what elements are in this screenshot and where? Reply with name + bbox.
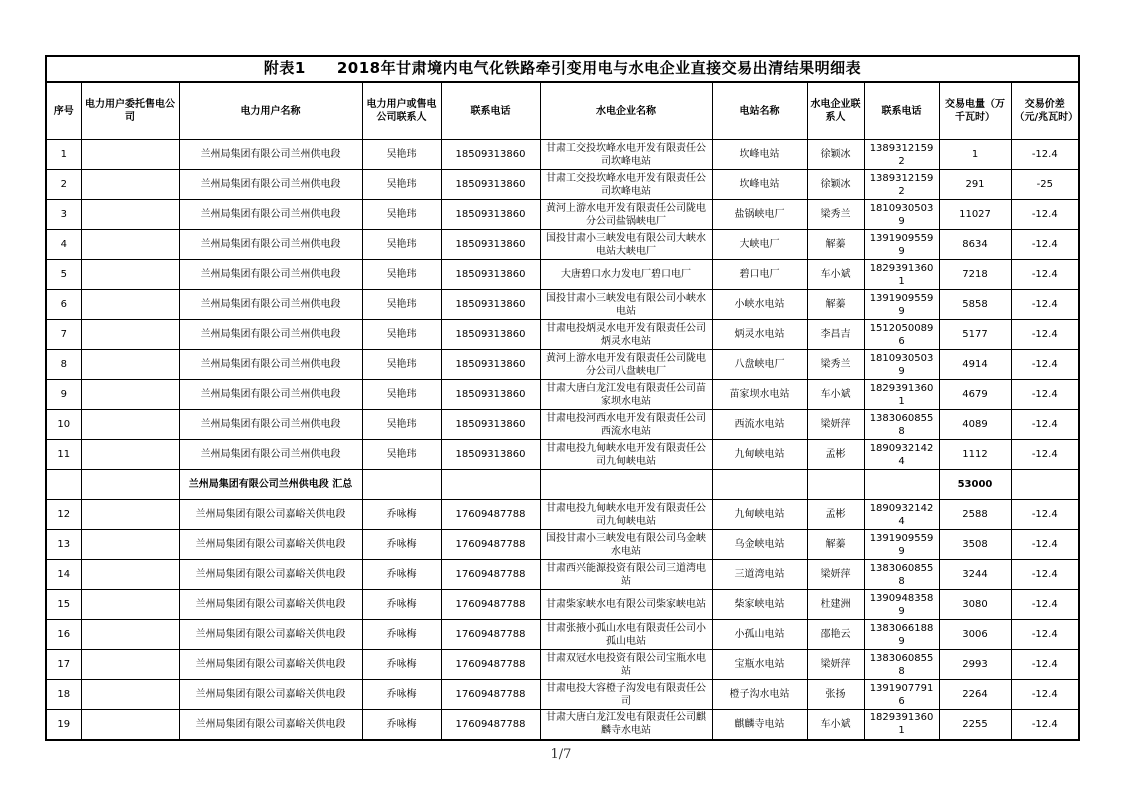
hydro-phone-cell: 13893121592: [864, 140, 939, 170]
table-row: [46, 500, 1079, 530]
hydro-name-cell: 黄河上游水电开发有限责任公司陇电分公司八盘峡电厂: [540, 350, 712, 380]
user-phone-cell: 18509313860: [441, 320, 540, 350]
user-contact-cell: 吴艳玮: [362, 140, 441, 170]
user-phone-cell: [441, 470, 540, 500]
hydro-phone-cell: 18293913601: [864, 380, 939, 410]
volume-cell: 5177: [939, 320, 1011, 350]
hydro-name-cell: 甘肃大唐白龙江发电有限责任公司苗家坝水电站: [540, 380, 712, 410]
hydro-contact-cell: 梁秀兰: [807, 200, 864, 230]
hydro-contact-cell: 张扬: [807, 680, 864, 710]
document-page: [45, 55, 1080, 741]
volume-cell: 1: [939, 140, 1011, 170]
sale-company-cell: [81, 530, 179, 560]
sale-company-cell: [81, 170, 179, 200]
hydro-phone-cell: 13830608558: [864, 650, 939, 680]
user-name-cell: 兰州局集团有限公司嘉峪关供电段: [179, 620, 362, 650]
user-contact-cell: 吴艳玮: [362, 440, 441, 470]
user-name-cell: 兰州局集团有限公司兰州供电段: [179, 170, 362, 200]
sale-company-cell: [81, 590, 179, 620]
station-name-cell: 麒麟寺电站: [712, 710, 807, 740]
seq-cell: 10: [46, 410, 81, 440]
user-contact-cell: 吴艳玮: [362, 260, 441, 290]
sale-company-cell: [81, 470, 179, 500]
hydro-phone-cell: 13893121592: [864, 170, 939, 200]
user-name-cell: 兰州局集团有限公司兰州供电段: [179, 140, 362, 170]
hydro-phone-cell: 18293913601: [864, 710, 939, 740]
user-name-cell: 兰州局集团有限公司兰州供电段: [179, 290, 362, 320]
column-header-user-contact: 电力用户或售电公司联系人: [362, 82, 441, 140]
seq-cell: 3: [46, 200, 81, 230]
hydro-phone-cell: 13919077916: [864, 680, 939, 710]
price-cell: -12.4: [1011, 140, 1079, 170]
user-name-cell: 兰州局集团有限公司嘉峪关供电段: [179, 590, 362, 620]
table-row: [46, 230, 1079, 260]
hydro-name-cell: 甘肃电投九甸峡水电开发有限责任公司九甸峡电站: [540, 500, 712, 530]
table-row: [46, 410, 1079, 440]
user-phone-cell: 17609487788: [441, 500, 540, 530]
table-row: [46, 200, 1079, 230]
user-contact-cell: 吴艳玮: [362, 380, 441, 410]
table-row: [46, 650, 1079, 680]
user-name-cell: 兰州局集团有限公司兰州供电段: [179, 380, 362, 410]
sale-company-cell: [81, 140, 179, 170]
seq-cell: 1: [46, 140, 81, 170]
hydro-name-cell: 甘肃工交投坎峰水电开发有限责任公司坎峰电站: [540, 170, 712, 200]
hydro-phone-cell: 13919095599: [864, 530, 939, 560]
user-name-cell: 兰州局集团有限公司兰州供电段: [179, 410, 362, 440]
seq-cell: 6: [46, 290, 81, 320]
user-contact-cell: 吴艳玮: [362, 230, 441, 260]
table-row: [46, 440, 1079, 470]
user-contact-cell: 乔咏梅: [362, 560, 441, 590]
price-cell: -12.4: [1011, 500, 1079, 530]
user-name-cell: 兰州局集团有限公司嘉峪关供电段: [179, 560, 362, 590]
volume-cell: 4089: [939, 410, 1011, 440]
sale-company-cell: [81, 380, 179, 410]
volume-cell: 8634: [939, 230, 1011, 260]
user-name-cell: 兰州局集团有限公司兰州供电段: [179, 200, 362, 230]
seq-cell: 8: [46, 350, 81, 380]
user-phone-cell: 18509313860: [441, 290, 540, 320]
table-row: [46, 680, 1079, 710]
table-row: [46, 620, 1079, 650]
hydro-name-cell: 黄河上游水电开发有限责任公司陇电分公司盐锅峡电厂: [540, 200, 712, 230]
seq-cell: 19: [46, 710, 81, 740]
hydro-name-cell: 甘肃电投炳灵水电开发有限责任公司炳灵水电站: [540, 320, 712, 350]
user-phone-cell: 17609487788: [441, 560, 540, 590]
table-row: [46, 290, 1079, 320]
hydro-phone-cell: [864, 470, 939, 500]
hydro-contact-cell: 梁妍萍: [807, 650, 864, 680]
hydro-contact-cell: 解蓁: [807, 290, 864, 320]
sale-company-cell: [81, 200, 179, 230]
sale-company-cell: [81, 710, 179, 740]
station-name-cell: 九甸峡电站: [712, 500, 807, 530]
hydro-name-cell: 国投甘肃小三峡发电有限公司小峡水电站: [540, 290, 712, 320]
table-row: [46, 590, 1079, 620]
user-phone-cell: 17609487788: [441, 710, 540, 740]
column-header-hydro-phone: 联系电话: [864, 82, 939, 140]
column-header-station-name: 电站名称: [712, 82, 807, 140]
price-cell: [1011, 470, 1079, 500]
title-row: [46, 56, 1079, 82]
seq-cell: 11: [46, 440, 81, 470]
column-header-sale-company: 电力用户委托售电公司: [81, 82, 179, 140]
sale-company-cell: [81, 680, 179, 710]
hydro-contact-cell: 邵艳云: [807, 620, 864, 650]
seq-cell: 9: [46, 380, 81, 410]
hydro-contact-cell: 杜建洲: [807, 590, 864, 620]
user-phone-cell: 18509313860: [441, 170, 540, 200]
user-name-cell: 兰州局集团有限公司兰州供电段: [179, 320, 362, 350]
hydro-phone-cell: 13830661889: [864, 620, 939, 650]
price-cell: -12.4: [1011, 680, 1079, 710]
price-cell: -12.4: [1011, 260, 1079, 290]
station-name-cell: 三道湾电站: [712, 560, 807, 590]
column-header-hydro-contact: 水电企业联系人: [807, 82, 864, 140]
user-phone-cell: 18509313860: [441, 230, 540, 260]
price-cell: -12.4: [1011, 650, 1079, 680]
seq-cell: 2: [46, 170, 81, 200]
user-name-cell: 兰州局集团有限公司兰州供电段: [179, 350, 362, 380]
seq-cell: 13: [46, 530, 81, 560]
user-contact-cell: 乔咏梅: [362, 500, 441, 530]
user-phone-cell: 18509313860: [441, 440, 540, 470]
column-header-seq: 序号: [46, 82, 81, 140]
volume-cell: 2264: [939, 680, 1011, 710]
hydro-name-cell: 甘肃大唐白龙江发电有限责任公司麒麟寺水电站: [540, 710, 712, 740]
seq-cell: 16: [46, 620, 81, 650]
column-header-volume: 交易电量（万千瓦时）: [939, 82, 1011, 140]
hydro-phone-cell: 13830608558: [864, 560, 939, 590]
station-name-cell: 乌金峡电站: [712, 530, 807, 560]
station-name-cell: 橙子沟水电站: [712, 680, 807, 710]
hydro-name-cell: 大唐碧口水力发电厂碧口电厂: [540, 260, 712, 290]
price-cell: -12.4: [1011, 710, 1079, 740]
column-header-user-name: 电力用户名称: [179, 82, 362, 140]
volume-cell: 2255: [939, 710, 1011, 740]
station-name-cell: 西流水电站: [712, 410, 807, 440]
results-table: [45, 55, 1080, 741]
table-row: [46, 530, 1079, 560]
station-name-cell: 小峡水电站: [712, 290, 807, 320]
sale-company-cell: [81, 410, 179, 440]
user-phone-cell: 17609487788: [441, 680, 540, 710]
user-name-cell: 兰州局集团有限公司嘉峪关供电段: [179, 650, 362, 680]
seq-cell: 14: [46, 560, 81, 590]
price-cell: -12.4: [1011, 380, 1079, 410]
volume-cell: 53000: [939, 470, 1011, 500]
sale-company-cell: [81, 500, 179, 530]
hydro-contact-cell: 梁妍萍: [807, 410, 864, 440]
price-cell: -12.4: [1011, 530, 1079, 560]
user-phone-cell: 17609487788: [441, 650, 540, 680]
price-cell: -12.4: [1011, 440, 1079, 470]
hydro-name-cell: 甘肃双冠水电投资有限公司宝瓶水电站: [540, 650, 712, 680]
table-title: 附表1 2018年甘肃境内电气化铁路牵引变用电与水电企业直接交易出清结果明细表: [46, 56, 1079, 82]
hydro-phone-cell: 18293913601: [864, 260, 939, 290]
hydro-name-cell: 甘肃电投大容橙子沟发电有限责任公司: [540, 680, 712, 710]
sale-company-cell: [81, 260, 179, 290]
hydro-contact-cell: 车小斌: [807, 380, 864, 410]
station-name-cell: 碧口电厂: [712, 260, 807, 290]
sale-company-cell: [81, 650, 179, 680]
sale-company-cell: [81, 290, 179, 320]
station-name-cell: [712, 470, 807, 500]
station-name-cell: 苗家坝水电站: [712, 380, 807, 410]
volume-cell: 4914: [939, 350, 1011, 380]
hydro-phone-cell: 18909321424: [864, 500, 939, 530]
table-row: [46, 560, 1079, 590]
hydro-phone-cell: 13830608558: [864, 410, 939, 440]
user-contact-cell: 吴艳玮: [362, 320, 441, 350]
hydro-contact-cell: 徐颖冰: [807, 140, 864, 170]
hydro-contact-cell: 徐颖冰: [807, 170, 864, 200]
user-contact-cell: 吴艳玮: [362, 290, 441, 320]
volume-cell: 3006: [939, 620, 1011, 650]
hydro-phone-cell: 18909321424: [864, 440, 939, 470]
table-body: [46, 140, 1079, 740]
seq-cell: 12: [46, 500, 81, 530]
user-contact-cell: 乔咏梅: [362, 590, 441, 620]
seq-cell: [46, 470, 81, 500]
hydro-contact-cell: 孟彬: [807, 500, 864, 530]
price-cell: -12.4: [1011, 320, 1079, 350]
station-name-cell: 坎峰电站: [712, 140, 807, 170]
station-name-cell: 炳灵水电站: [712, 320, 807, 350]
hydro-contact-cell: 梁秀兰: [807, 350, 864, 380]
sale-company-cell: [81, 440, 179, 470]
price-cell: -12.4: [1011, 410, 1079, 440]
price-cell: -12.4: [1011, 590, 1079, 620]
user-contact-cell: 吴艳玮: [362, 410, 441, 440]
price-cell: -12.4: [1011, 350, 1079, 380]
volume-cell: 1112: [939, 440, 1011, 470]
user-contact-cell: 乔咏梅: [362, 530, 441, 560]
seq-cell: 18: [46, 680, 81, 710]
table-row: [46, 140, 1079, 170]
hydro-name-cell: 甘肃电投九甸峡水电开发有限责任公司九甸峡电站: [540, 440, 712, 470]
volume-cell: 11027: [939, 200, 1011, 230]
hydro-contact-cell: 梁妍萍: [807, 560, 864, 590]
user-contact-cell: [362, 470, 441, 500]
user-phone-cell: 18509313860: [441, 140, 540, 170]
user-phone-cell: 17609487788: [441, 620, 540, 650]
hydro-phone-cell: 15120500896: [864, 320, 939, 350]
hydro-phone-cell: 18109305039: [864, 350, 939, 380]
sale-company-cell: [81, 320, 179, 350]
user-contact-cell: 乔咏梅: [362, 650, 441, 680]
seq-cell: 4: [46, 230, 81, 260]
hydro-phone-cell: 18109305039: [864, 200, 939, 230]
user-phone-cell: 18509313860: [441, 350, 540, 380]
hydro-contact-cell: 车小斌: [807, 710, 864, 740]
table-row: [46, 350, 1079, 380]
price-cell: -25: [1011, 170, 1079, 200]
volume-cell: 4679: [939, 380, 1011, 410]
sale-company-cell: [81, 350, 179, 380]
station-name-cell: 小孤山电站: [712, 620, 807, 650]
user-phone-cell: 18509313860: [441, 260, 540, 290]
hydro-contact-cell: [807, 470, 864, 500]
hydro-contact-cell: 解蓁: [807, 530, 864, 560]
volume-cell: 2993: [939, 650, 1011, 680]
column-header-price: 交易价差（元/兆瓦时）: [1011, 82, 1079, 140]
volume-cell: 3244: [939, 560, 1011, 590]
user-contact-cell: 吴艳玮: [362, 170, 441, 200]
hydro-name-cell: 甘肃柴家峡水电有限公司柴家峡电站: [540, 590, 712, 620]
user-name-cell: 兰州局集团有限公司兰州供电段: [179, 440, 362, 470]
hydro-name-cell: 国投甘肃小三峡发电有限公司大峡水电站大峡电厂: [540, 230, 712, 260]
user-contact-cell: 乔咏梅: [362, 710, 441, 740]
sale-company-cell: [81, 620, 179, 650]
table-header-row: [46, 82, 1079, 140]
sale-company-cell: [81, 560, 179, 590]
price-cell: -12.4: [1011, 290, 1079, 320]
seq-cell: 5: [46, 260, 81, 290]
sale-company-cell: [81, 230, 179, 260]
page-number: 1/7: [550, 747, 572, 762]
hydro-name-cell: [540, 470, 712, 500]
hydro-contact-cell: 孟彬: [807, 440, 864, 470]
volume-cell: 3080: [939, 590, 1011, 620]
station-name-cell: 柴家峡电站: [712, 590, 807, 620]
hydro-name-cell: 甘肃电投河西水电开发有限责任公司西流水电站: [540, 410, 712, 440]
station-name-cell: 八盘峡电厂: [712, 350, 807, 380]
user-name-cell: 兰州局集团有限公司兰州供电段: [179, 230, 362, 260]
user-name-cell: 兰州局集团有限公司嘉峪关供电段: [179, 530, 362, 560]
volume-cell: 5858: [939, 290, 1011, 320]
user-name-cell: 兰州局集团有限公司嘉峪关供电段: [179, 680, 362, 710]
hydro-contact-cell: 李昌吉: [807, 320, 864, 350]
user-phone-cell: 17609487788: [441, 590, 540, 620]
station-name-cell: 宝瓶水电站: [712, 650, 807, 680]
user-phone-cell: 17609487788: [441, 530, 540, 560]
hydro-name-cell: 国投甘肃小三峡发电有限公司乌金峡水电站: [540, 530, 712, 560]
hydro-phone-cell: 13919095599: [864, 290, 939, 320]
station-name-cell: 九甸峡电站: [712, 440, 807, 470]
table-row: [46, 170, 1079, 200]
hydro-name-cell: 甘肃工交投坎峰水电开发有限责任公司坎峰电站: [540, 140, 712, 170]
table-row: [46, 710, 1079, 740]
user-phone-cell: 18509313860: [441, 380, 540, 410]
user-contact-cell: 吴艳玮: [362, 200, 441, 230]
table-row: [46, 380, 1079, 410]
station-name-cell: 坎峰电站: [712, 170, 807, 200]
table-row: [46, 320, 1079, 350]
seq-cell: 7: [46, 320, 81, 350]
price-cell: -12.4: [1011, 230, 1079, 260]
seq-cell: 15: [46, 590, 81, 620]
price-cell: -12.4: [1011, 620, 1079, 650]
column-header-user-phone: 联系电话: [441, 82, 540, 140]
user-contact-cell: 乔咏梅: [362, 680, 441, 710]
user-phone-cell: 18509313860: [441, 200, 540, 230]
price-cell: -12.4: [1011, 200, 1079, 230]
hydro-contact-cell: 解蓁: [807, 230, 864, 260]
user-name-cell: 兰州局集团有限公司嘉峪关供电段: [179, 500, 362, 530]
hydro-phone-cell: 13919095599: [864, 230, 939, 260]
user-phone-cell: 18509313860: [441, 410, 540, 440]
summary-row: [46, 470, 1079, 500]
user-name-cell: 兰州局集团有限公司兰州供电段: [179, 260, 362, 290]
volume-cell: 291: [939, 170, 1011, 200]
price-cell: -12.4: [1011, 560, 1079, 590]
hydro-contact-cell: 车小斌: [807, 260, 864, 290]
table-row: [46, 260, 1079, 290]
hydro-name-cell: 甘肃西兴能源投资有限公司三道湾电站: [540, 560, 712, 590]
user-contact-cell: 乔咏梅: [362, 620, 441, 650]
column-header-hydro-name: 水电企业名称: [540, 82, 712, 140]
hydro-phone-cell: 13909483589: [864, 590, 939, 620]
volume-cell: 7218: [939, 260, 1011, 290]
user-contact-cell: 吴艳玮: [362, 350, 441, 380]
station-name-cell: 大峡电厂: [712, 230, 807, 260]
volume-cell: 3508: [939, 530, 1011, 560]
seq-cell: 17: [46, 650, 81, 680]
hydro-name-cell: 甘肃张掖小孤山水电有限责任公司小孤山电站: [540, 620, 712, 650]
user-name-cell: 兰州局集团有限公司兰州供电段 汇总: [179, 470, 362, 500]
volume-cell: 2588: [939, 500, 1011, 530]
station-name-cell: 盐锅峡电厂: [712, 200, 807, 230]
user-name-cell: 兰州局集团有限公司嘉峪关供电段: [179, 710, 362, 740]
